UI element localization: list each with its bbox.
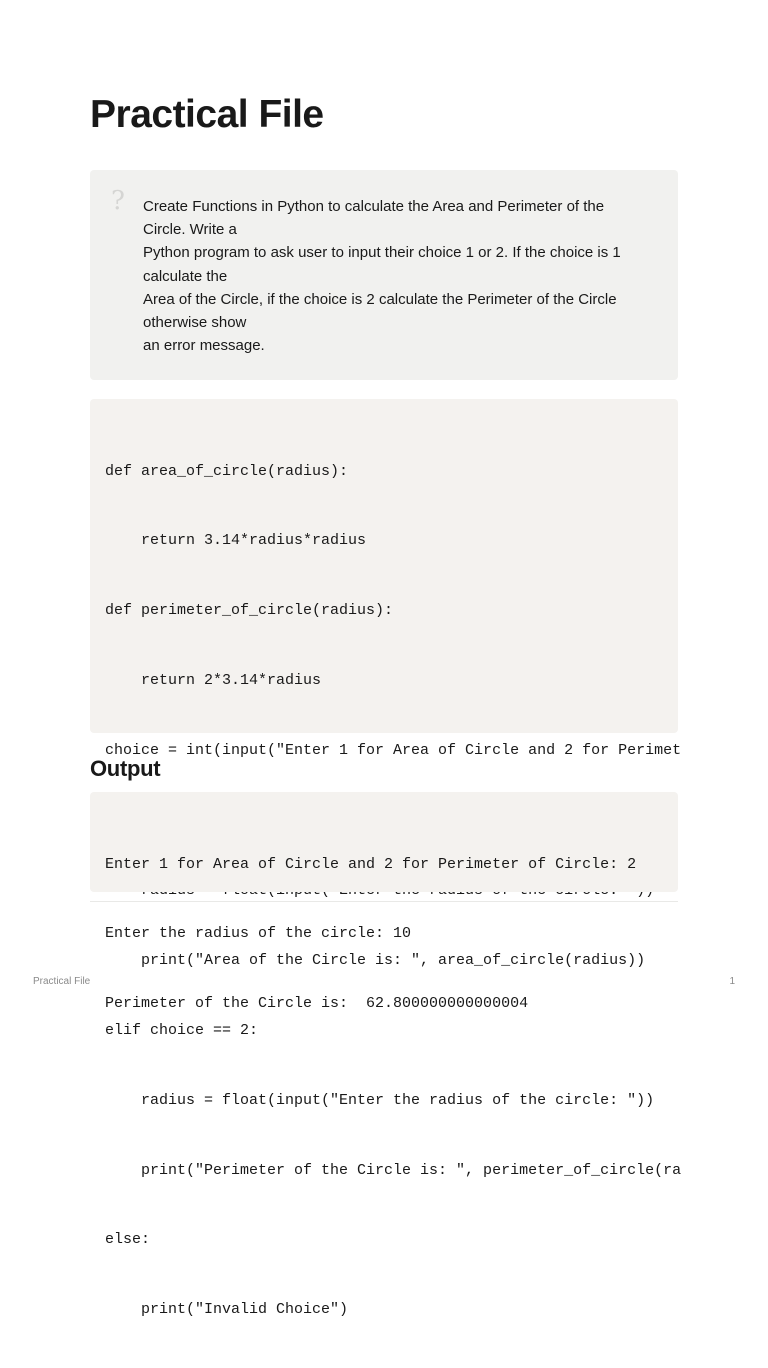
callout-line: an error message. <box>143 337 265 355</box>
code-line: radius = float(input("Enter the radius of the circle: ")) <box>105 1091 655 1109</box>
output-lines <box>105 806 636 1062</box>
output-line: Enter 1 for Area of Circle and 2 for Perimeter of Circle: 2 <box>105 855 637 873</box>
callout-line: Circle. Write a <box>143 221 237 239</box>
code-line: choice = int(input("Enter 1 for Area of Circle and 2 for Perimet <box>105 742 682 760</box>
code-line: return 3.14*radius*radius <box>105 532 367 550</box>
code-line: print("Perimeter of the Circle is: ", perimeter_of_circle(ra <box>105 1161 682 1179</box>
code-line: else: <box>105 1231 151 1249</box>
question-callout <box>90 170 678 380</box>
code-line: elif choice == 2: <box>105 1021 259 1039</box>
callout-line: Create Functions in Python to calculate the Area and Perimeter of the <box>143 198 605 215</box>
callout-line: otherwise show <box>143 314 247 332</box>
callout-line: calculate the <box>143 267 228 285</box>
code-line: return 2*3.14*radius <box>105 672 322 690</box>
code-line: print("Area of the Circle is: ", area_of_circle(radius)) <box>105 951 646 969</box>
divider <box>90 901 678 902</box>
output-heading: Output <box>90 756 161 781</box>
code-line: print("Invalid Choice") <box>105 1301 349 1319</box>
page-title: Practical File <box>90 93 324 136</box>
code-line: def area_of_circle(radius): <box>105 462 349 480</box>
footer-title: Practical File <box>33 976 91 987</box>
output-line: Enter the radius of the circle: 10 <box>105 925 412 943</box>
callout-line: Area of the Circle, if the choice is 2 calculate the Perimeter of the Circle <box>143 290 617 308</box>
footer-page-number: 1 <box>729 976 735 987</box>
callout-text <box>143 195 663 357</box>
output-line: Perimeter of the Circle is: 62.800000000000004 <box>105 995 529 1013</box>
question-mark-icon: ? <box>111 186 125 216</box>
code-line: def perimeter_of_circle(radius): <box>105 602 394 620</box>
callout-line: Python program to ask user to input their choice 1 or 2. If the choice is 1 <box>143 244 621 262</box>
